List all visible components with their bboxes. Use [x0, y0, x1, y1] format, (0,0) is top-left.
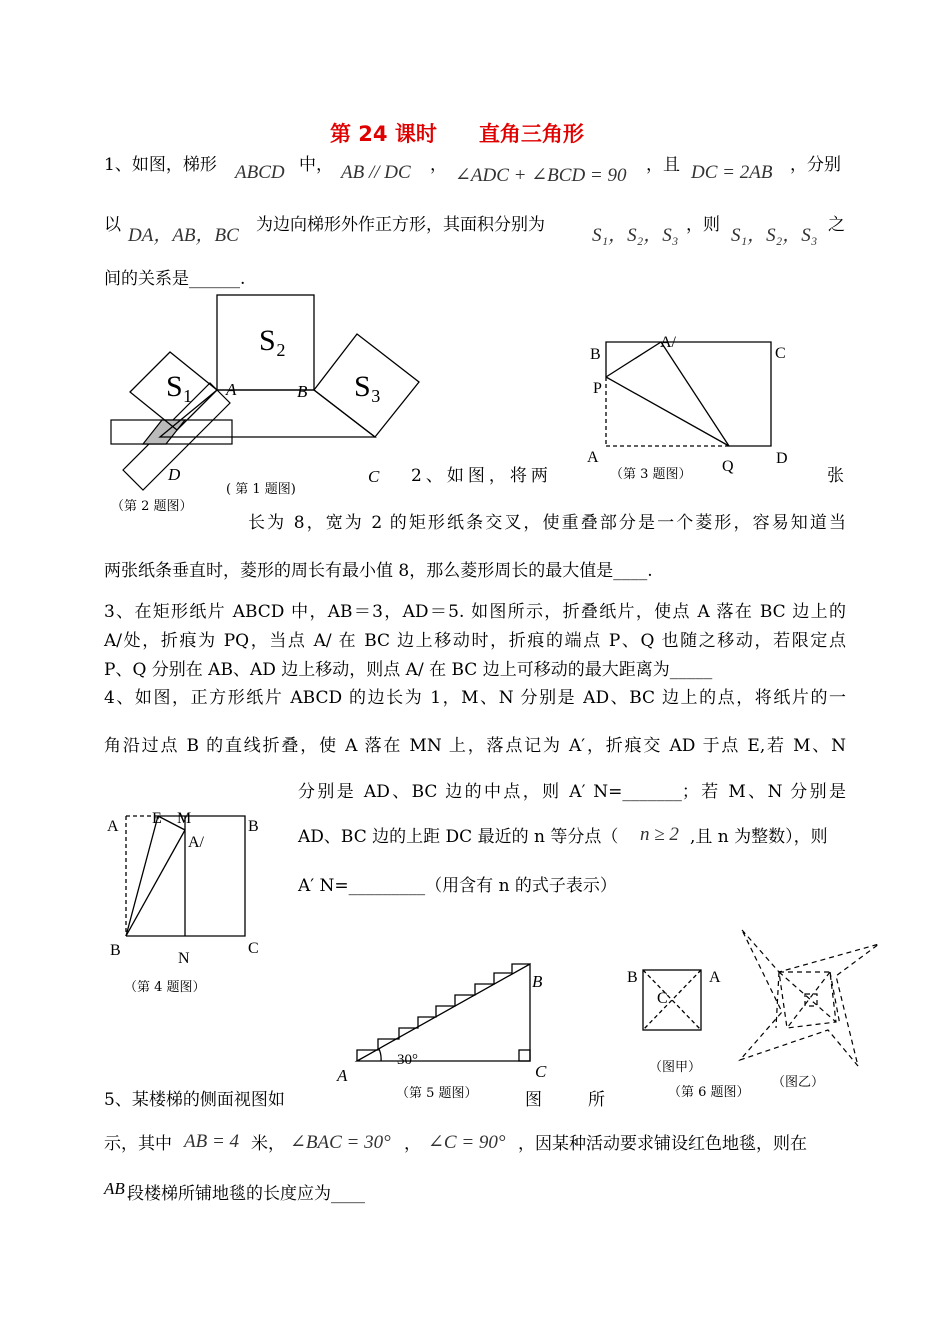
triangle-abc	[357, 964, 530, 1061]
q2-zhang: 张	[827, 466, 844, 486]
fig3-label-b: B	[590, 346, 601, 363]
line-a-prime-q	[661, 342, 729, 446]
q1-line1-d: ，分别	[790, 155, 841, 175]
fig4-label-n: N	[178, 950, 190, 967]
angle-arc	[379, 1049, 381, 1061]
q1-line2-c: ，则	[686, 215, 720, 235]
q1-parallel: AB // DC	[341, 162, 411, 183]
fig3-label-d: D	[776, 450, 788, 467]
fig3-label-a-prime: A/	[660, 334, 676, 351]
fig6-label-a: A	[709, 969, 721, 986]
fig1-s2: S₂	[259, 324, 287, 357]
q1-s-list-2: S₁，S₂，S₃	[731, 225, 818, 246]
fig4-caption: （第 4 题图）	[124, 980, 206, 995]
q5-line2-c: ，因某种活动要求铺设红色地毯，则在	[518, 1134, 807, 1154]
fig5-angle: 30°	[397, 1052, 418, 1068]
fig1-label-c: C	[368, 467, 380, 486]
fig4-label-e: E	[152, 810, 162, 827]
q5-line3-ab: AB	[104, 1179, 125, 1198]
figure-6-jia	[643, 970, 701, 1030]
fig5-label-c: C	[535, 1062, 547, 1081]
q1-sides: DA，AB，BC	[128, 225, 239, 246]
q4-line2: 角沿过点 B 的直线折叠，使 A 落在 MN 上，落点记为 A′，折痕交 AD 于点 E,若 M、N	[104, 736, 846, 756]
fig4-label-m: M	[177, 810, 192, 827]
q5-ab-eq: AB = 4	[184, 1131, 240, 1152]
figure-6-yi	[740, 930, 879, 1066]
q5-line2-a: 示，其中	[104, 1134, 172, 1154]
q1-abcd: ABCD	[235, 162, 285, 183]
q5-line1-a: 5、某楼梯的侧面视图如	[104, 1090, 285, 1110]
fig1-label-a: A	[226, 380, 237, 399]
q1-s-list: S₁，S₂，S₃	[592, 225, 679, 246]
figure-5-staircase	[357, 964, 530, 1061]
fig4-label-a: A	[107, 818, 119, 835]
fig4-label-b: B	[110, 942, 121, 959]
fig6-caption-jia: （图甲）	[649, 1060, 702, 1075]
q4-n-cond: n ≥ 2	[640, 824, 679, 845]
q5-line1-b: 图 所	[525, 1090, 609, 1110]
fig6-label-c: C	[657, 990, 668, 1007]
q1-line1-a: 1、如图，梯形	[104, 155, 217, 175]
crease-be	[126, 816, 158, 936]
q1-line1-c: ，且	[646, 155, 680, 175]
fig1-s1: S₁	[166, 370, 194, 403]
fig1-label-d: D	[168, 465, 181, 484]
fig5-caption: （第 5 题图）	[396, 1086, 478, 1101]
figure-4-square	[126, 816, 245, 936]
q2-start: 2、如图，将两	[411, 466, 552, 486]
q3-line2: A/处，折痕为 PQ，当点 A/ 在 BC 边上移动时，折痕的端点 P、Q 也随之移动，若限定点	[104, 631, 846, 651]
fig3-label-p: P	[593, 380, 602, 397]
q4-line1: 4、如图，正方形纸片 ABCD 的边长为 1，M、N 分别是 AD、BC 边上的点，将纸片的一	[104, 688, 846, 708]
q1-line2-b: 为边向梯形外作正方形，其面积分别为	[256, 215, 545, 235]
q2-line3: 两张纸条垂直时，菱形的周长有最小值 8，那么菱形周长的最大值是____.	[104, 561, 653, 581]
fig5-label-b: B	[532, 972, 543, 991]
fig3-label-q: Q	[722, 458, 734, 475]
q2-line2: 长为 8，宽为 2 的矩形纸条交叉，使重叠部分是一个菱形，容易知道当	[248, 513, 846, 533]
page-title: 第 24 课时 直角三角形	[330, 122, 584, 146]
q1-line3: 间的关系是______.	[104, 269, 246, 289]
q1-line2-a: 以	[104, 215, 121, 235]
fig3-label-a: A	[587, 449, 599, 466]
figure-3-rectangle	[606, 342, 771, 446]
q5-line3: 段楼梯所铺地毯的长度应为____	[127, 1184, 365, 1204]
fig6-caption: （第 6 题图）	[668, 1085, 750, 1100]
q1-line1-b: 中，	[299, 155, 333, 175]
fig6-caption-yi: （图乙）	[772, 1075, 825, 1090]
q4-line3: 分别是 AD、BC 边的中点，则 A′ N=_______；若 M、N 分别是	[298, 782, 846, 802]
fig4-label-b-top: B	[248, 818, 259, 835]
figure-1-trapezoid	[130, 295, 419, 437]
line-b-a-prime	[126, 830, 185, 936]
inner-diag-2	[787, 972, 830, 1028]
inner-edge-2	[830, 972, 840, 1025]
q5-comma: ，	[404, 1134, 421, 1154]
q5-angle-c: ∠C = 90°	[428, 1132, 506, 1153]
inner-square	[779, 972, 836, 1028]
overlap-rhombus	[143, 420, 185, 444]
rect-outline	[606, 342, 771, 446]
q4-line4-b: ,且 n 为整数），则	[690, 827, 828, 847]
fig1-s3: S₃	[354, 370, 382, 403]
q5-line2-b: 米，	[251, 1134, 285, 1154]
q4-line5: A′ N=_________（用含有 n 的式子表示）	[298, 876, 617, 896]
q4-line4-a: AD、BC 边的上距 DC 最近的 n 等分点（	[298, 827, 619, 847]
fig3-caption: （第 3 题图）	[610, 467, 692, 482]
fig4-label-a-prime: A/	[188, 834, 204, 851]
fig6-label-b: B	[627, 969, 638, 986]
fig1-caption: ( 第 1 题图)	[226, 482, 296, 497]
q1-angle-eq: ∠ADC + ∠BCD = 90	[455, 165, 627, 186]
right-angle-mark	[519, 1050, 530, 1061]
fig5-label-a: A	[337, 1066, 348, 1085]
crease-pq	[606, 377, 729, 446]
q1-dc-eq: DC = 2AB	[691, 162, 773, 183]
q1-line2-d: 之	[828, 215, 845, 235]
q1-comma: ，	[430, 155, 447, 175]
line-pa-prime	[606, 342, 661, 377]
q3-line3: P、Q 分别在 AB、AD 边上移动，则点 A/ 在 BC 边上可移动的最大距离为_____	[104, 660, 713, 680]
q5-angle-bac: ∠BAC = 30°	[290, 1132, 391, 1153]
fig4-label-c: C	[248, 940, 259, 957]
fig2-caption: （第 2 题图）	[111, 499, 193, 514]
q3-line1: 3、在矩形纸片 ABCD 中，AB＝3，AD＝5. 如图所示，折叠纸片，使点 A 落在 BC 边上的	[104, 602, 846, 622]
inner-diag-1	[779, 972, 836, 1022]
fig1-label-b: B	[297, 382, 308, 401]
fig3-label-c: C	[775, 345, 786, 362]
